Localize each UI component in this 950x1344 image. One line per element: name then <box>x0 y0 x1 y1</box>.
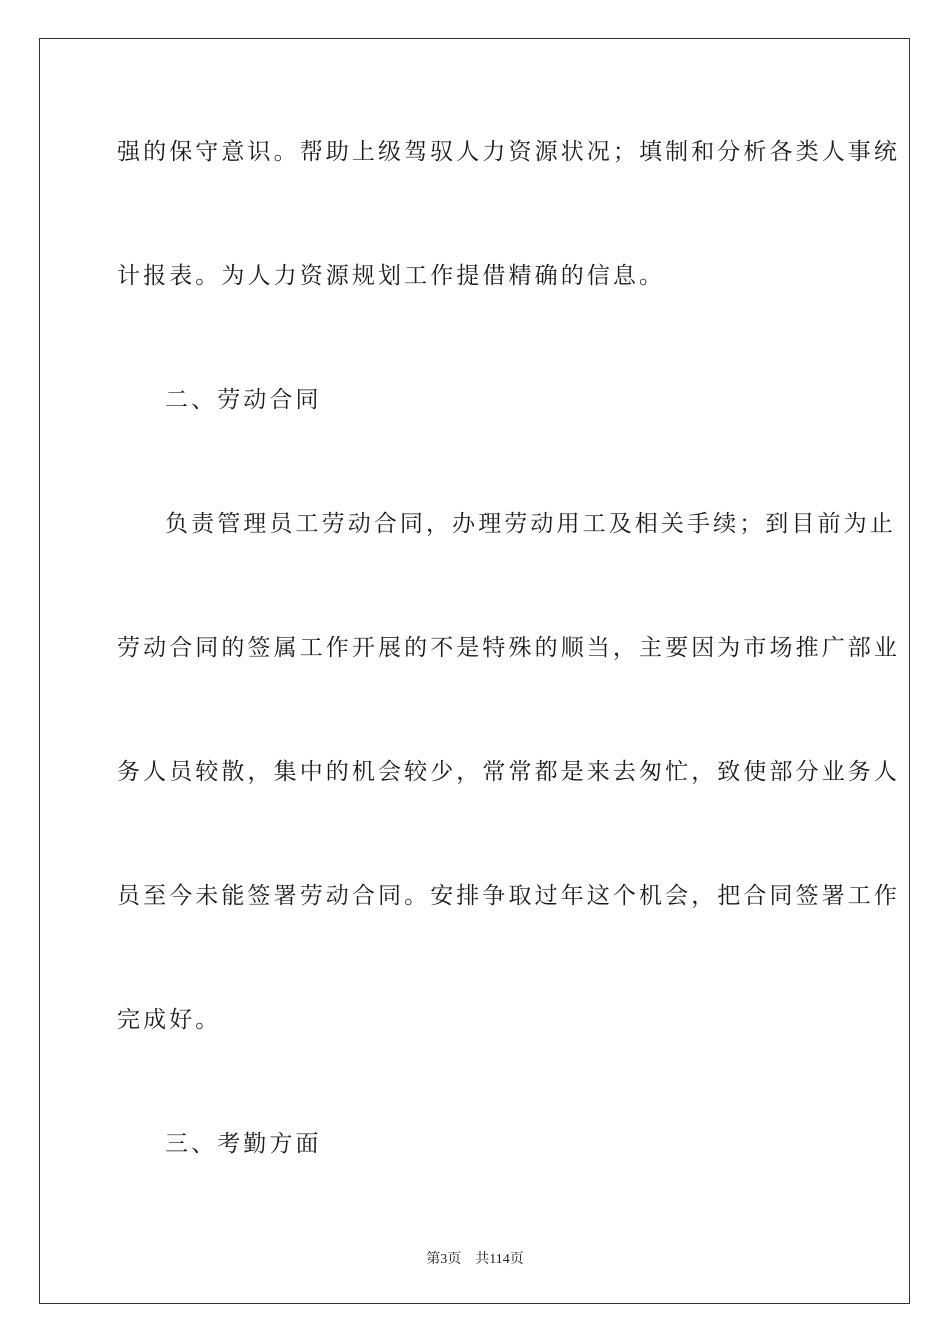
section-heading-attendance: 三、考勤方面 <box>165 1131 322 1157</box>
body-text-line-3: 负责管理员工劳动合同，办理劳动用工及相关手续；到目前为止 <box>165 511 896 537</box>
page-total: 共114页 <box>475 1252 524 1267</box>
body-text-line-6: 员至今未能签署劳动合同。安排争取过年这个机会，把合同签署工作 <box>117 883 900 909</box>
page-footer <box>0 1248 950 1268</box>
body-text-line-5: 务人员较散，集中的机会较少，常常都是来去匆忙，致使部分业务人 <box>117 759 900 785</box>
body-text-line-7: 完成好。 <box>117 1007 222 1033</box>
body-text-line-2: 计报表。为人力资源规划工作提借精确的信息。 <box>117 263 666 289</box>
body-text-line-4: 劳动合同的签属工作开展的不是特殊的顺当，主要因为市场推广部业 <box>117 635 900 661</box>
page-border <box>39 38 910 1304</box>
page-number: 第3页 <box>426 1252 462 1267</box>
body-text-line-1: 强的保守意识。帮助上级驾驭人力资源状况；填制和分析各类人事统 <box>117 139 900 165</box>
section-heading-labor-contract: 二、劳动合同 <box>165 387 322 413</box>
